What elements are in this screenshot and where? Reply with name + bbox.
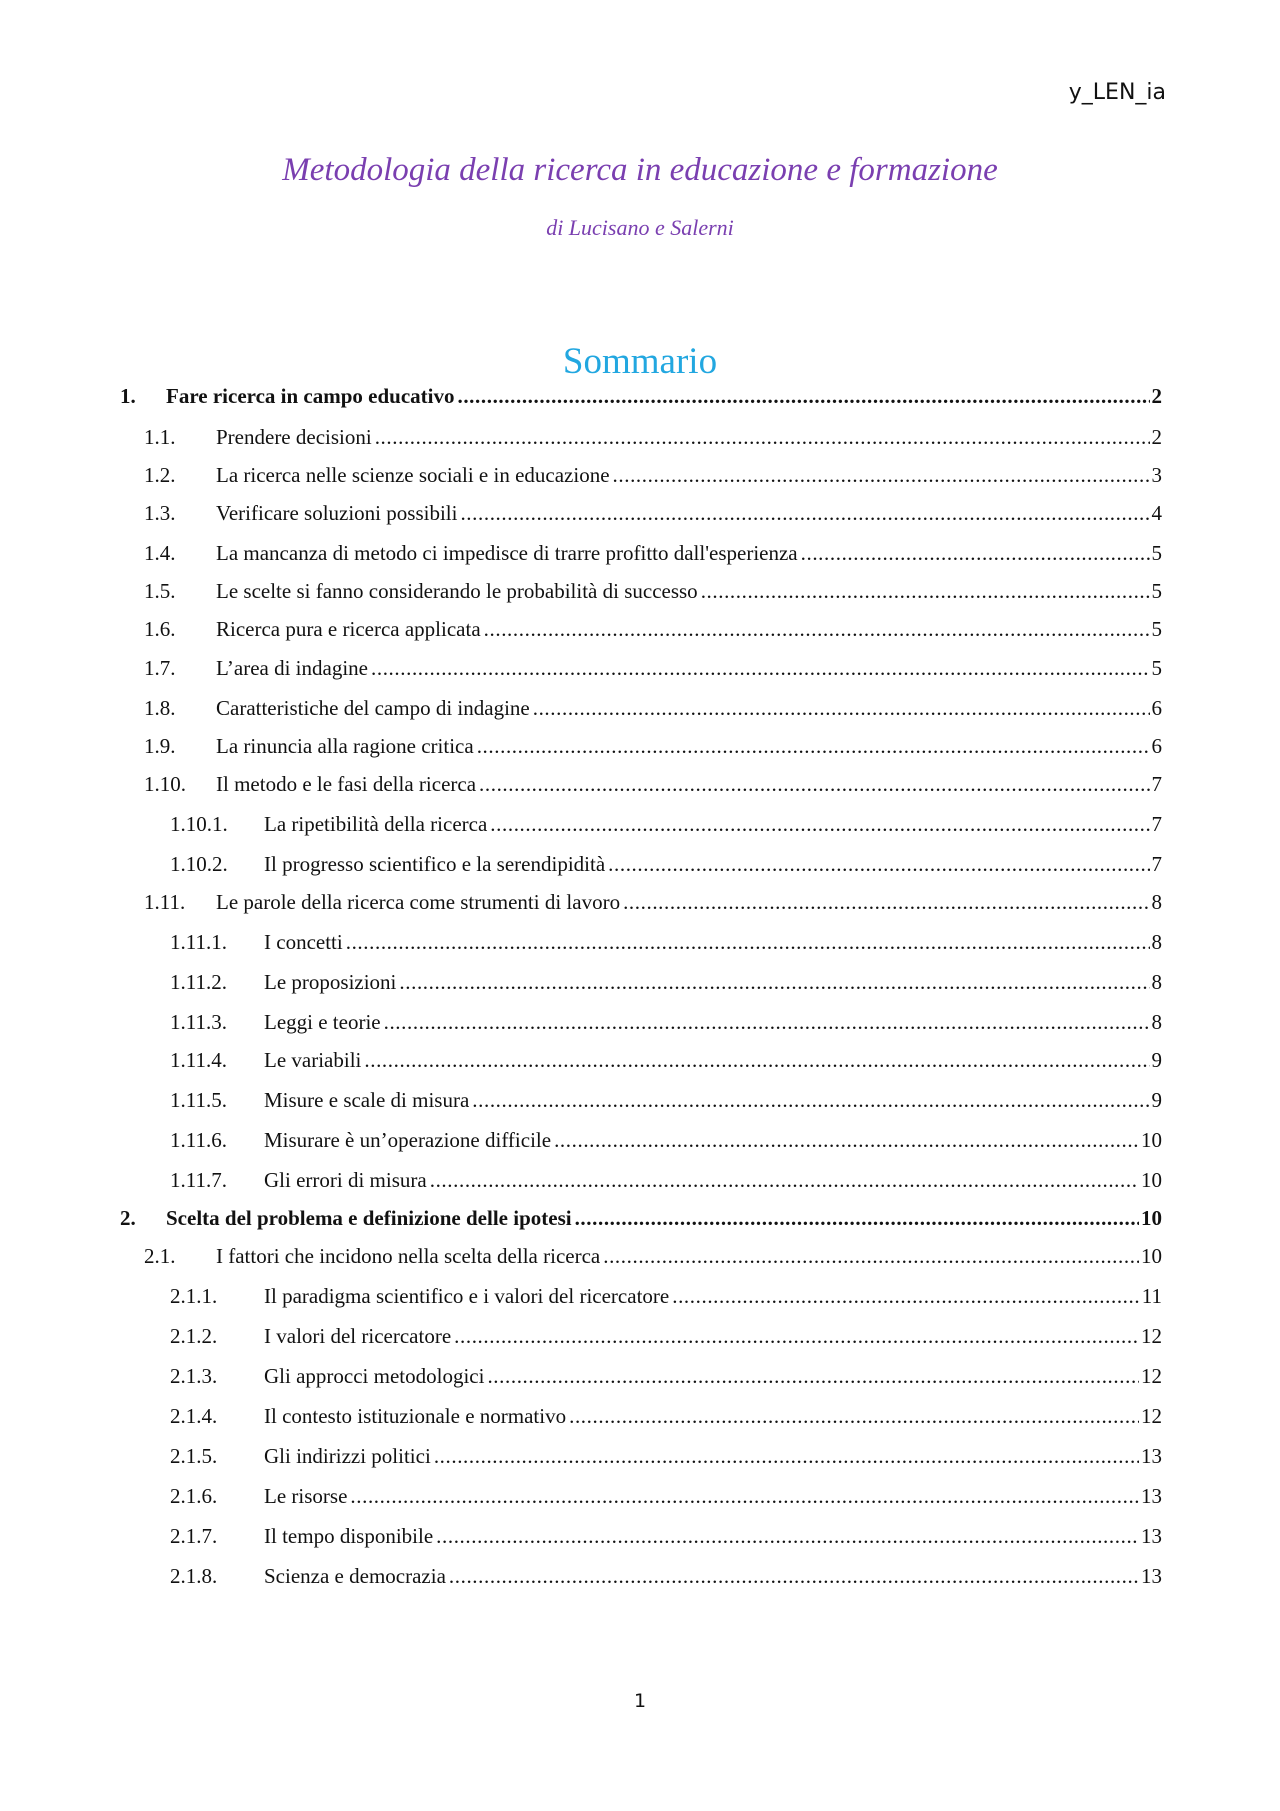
toc-entry[interactable] bbox=[120, 1128, 1162, 1152]
toc-entry[interactable] bbox=[120, 890, 1162, 914]
toc-entry[interactable] bbox=[120, 541, 1162, 565]
toc-entry[interactable] bbox=[120, 501, 1162, 525]
toc-entry-number: 1.11.6. bbox=[170, 1128, 227, 1152]
toc-entry-number: 1.1. bbox=[144, 425, 176, 449]
toc-leader-dots bbox=[533, 696, 1150, 720]
toc-entry[interactable] bbox=[120, 1324, 1162, 1348]
toc-entry-title: Gli errori di misura bbox=[264, 1168, 427, 1192]
toc-entry-title: I fattori che incidono nella scelta della ricerca bbox=[216, 1244, 601, 1268]
toc-leader-dots bbox=[801, 541, 1150, 565]
page-number: 1 bbox=[633, 1690, 647, 1712]
toc-entry-number: 2.1.7. bbox=[170, 1524, 218, 1548]
toc-leader-dots bbox=[364, 1048, 1149, 1072]
toc-entry-number: 1.11.5. bbox=[170, 1088, 227, 1112]
toc-leader-dots bbox=[613, 463, 1150, 487]
toc-entry-number: 1.5. bbox=[144, 579, 176, 603]
toc-entry-title: I concetti bbox=[264, 930, 343, 954]
toc-entry-number: 1. bbox=[120, 384, 136, 408]
toc-leader-dots bbox=[454, 1324, 1139, 1348]
toc-entry[interactable] bbox=[120, 617, 1162, 641]
toc-entry[interactable] bbox=[120, 772, 1162, 796]
toc-leader-dots bbox=[350, 1484, 1139, 1508]
toc-entry-title: Il metodo e le fasi della ricerca bbox=[216, 772, 477, 796]
toc-entry-number: 1.11.2. bbox=[170, 970, 227, 994]
toc-entry-number: 1.7. bbox=[144, 656, 176, 680]
toc-entry-page: 8 bbox=[1151, 970, 1162, 994]
toc-entry-number: 1.6. bbox=[144, 617, 176, 641]
toc-entry-title: Scienza e democrazia bbox=[264, 1564, 446, 1588]
toc-leader-dots bbox=[701, 579, 1150, 603]
toc-entry-page: 2 bbox=[1151, 384, 1162, 408]
toc-entry-title: Leggi e teorie bbox=[264, 1010, 381, 1034]
toc-entry-title: Il paradigma scientifico e i valori del ricercatore bbox=[264, 1284, 670, 1308]
toc-entry[interactable] bbox=[120, 930, 1162, 954]
toc-leader-dots bbox=[457, 384, 1149, 408]
toc-entry-title: Scelta del problema e definizione delle ipotesi bbox=[166, 1206, 572, 1230]
toc-entry-title: Ricerca pura e ricerca applicata bbox=[216, 617, 481, 641]
toc-entry-title: Le proposizioni bbox=[264, 970, 397, 994]
toc-leader-dots bbox=[484, 617, 1150, 641]
toc-entry-page: 7 bbox=[1151, 812, 1162, 836]
toc-entry-number: 2.1.5. bbox=[170, 1444, 218, 1468]
toc-entry[interactable] bbox=[120, 656, 1162, 680]
toc-leader-dots bbox=[430, 1168, 1139, 1192]
toc-entry-title: Prendere decisioni bbox=[216, 425, 372, 449]
toc-entry-title: Misure e scale di misura bbox=[264, 1088, 470, 1112]
toc-entry-page: 5 bbox=[1151, 541, 1162, 565]
toc-entry-title: La ripetibilità della ricerca bbox=[264, 812, 488, 836]
document-subtitle: di Lucisano e Salerni bbox=[546, 215, 734, 240]
toc-entry[interactable] bbox=[120, 1048, 1162, 1072]
toc-entry[interactable] bbox=[120, 384, 1162, 408]
toc-leader-dots bbox=[384, 1010, 1150, 1034]
toc-entry-page: 13 bbox=[1141, 1484, 1162, 1508]
toc-entry-number: 1.10.1. bbox=[170, 812, 228, 836]
toc-entry[interactable] bbox=[120, 1244, 1162, 1268]
toc-entry-title: Le parole della ricerca come strumenti di lavoro bbox=[216, 890, 621, 914]
toc-entry-page: 4 bbox=[1151, 501, 1162, 525]
toc-entry[interactable] bbox=[120, 1284, 1162, 1308]
toc-entry-number: 2.1.3. bbox=[170, 1364, 218, 1388]
toc-entry-number: 1.10.2. bbox=[170, 852, 228, 876]
toc-leader-dots bbox=[487, 1364, 1139, 1388]
toc-entry-title: Le scelte si fanno considerando le probabilità di successo bbox=[216, 579, 698, 603]
toc-leader-dots bbox=[449, 1564, 1139, 1588]
toc-entry[interactable] bbox=[120, 1168, 1162, 1192]
toc-entry-number: 2.1.4. bbox=[170, 1404, 218, 1428]
toc-entry[interactable] bbox=[120, 970, 1162, 994]
toc-leader-dots bbox=[436, 1524, 1139, 1548]
toc-entry-page: 12 bbox=[1141, 1324, 1162, 1348]
toc-entry[interactable] bbox=[120, 734, 1162, 758]
toc-leader-dots bbox=[375, 425, 1150, 449]
toc-leader-dots bbox=[460, 501, 1149, 525]
toc-entry-title: La rinuncia alla ragione critica bbox=[216, 734, 474, 758]
toc-entry-page: 5 bbox=[1151, 656, 1162, 680]
toc-entry-title: Gli indirizzi politici bbox=[264, 1444, 431, 1468]
toc-entry[interactable] bbox=[120, 1010, 1162, 1034]
toc-entry-number: 1.9. bbox=[144, 734, 176, 758]
toc-leader-dots bbox=[490, 812, 1149, 836]
toc-entry[interactable] bbox=[120, 696, 1162, 720]
toc-leader-dots bbox=[434, 1444, 1139, 1468]
toc-leader-dots bbox=[554, 1128, 1139, 1152]
toc-entry-page: 6 bbox=[1151, 734, 1162, 758]
toc-leader-dots bbox=[569, 1404, 1139, 1428]
toc-entry-title: Gli approcci metodologici bbox=[264, 1364, 485, 1388]
toc-entry-page: 11 bbox=[1141, 1284, 1162, 1308]
toc-entry-page: 7 bbox=[1151, 772, 1162, 796]
toc-heading: Sommario bbox=[562, 341, 718, 382]
toc-entry-page: 8 bbox=[1151, 930, 1162, 954]
toc-entry-number: 2.1. bbox=[144, 1244, 176, 1268]
toc-entry-page: 5 bbox=[1151, 617, 1162, 641]
toc-leader-dots bbox=[672, 1284, 1140, 1308]
toc-entry-number: 1.8. bbox=[144, 696, 176, 720]
toc-entry-title: Le variabili bbox=[264, 1048, 362, 1072]
toc-entry-title: Misurare è un’operazione difficile bbox=[264, 1128, 552, 1152]
toc-entry-number: 1.11.7. bbox=[170, 1168, 227, 1192]
toc-entry-number: 2. bbox=[120, 1206, 136, 1230]
toc-entry-page: 10 bbox=[1141, 1128, 1162, 1152]
toc-entry-title: L’area di indagine bbox=[216, 656, 368, 680]
toc-leader-dots bbox=[399, 970, 1149, 994]
toc-entry-page: 8 bbox=[1151, 890, 1162, 914]
toc-leader-dots bbox=[346, 930, 1150, 954]
toc-entry-page: 12 bbox=[1141, 1404, 1162, 1428]
toc-entry-number: 2.1.2. bbox=[170, 1324, 218, 1348]
toc-entry[interactable] bbox=[120, 463, 1162, 487]
toc-entry-number: 2.1.8. bbox=[170, 1564, 218, 1588]
toc-entry[interactable] bbox=[120, 812, 1162, 836]
toc-entry-page: 12 bbox=[1141, 1364, 1162, 1388]
toc-entry-number: 2.1.6. bbox=[170, 1484, 218, 1508]
toc-entry-title: Il contesto istituzionale e normativo bbox=[264, 1404, 567, 1428]
document-title: Metodologia della ricerca in educazione e formazione bbox=[282, 152, 998, 188]
toc-entry-page: 10 bbox=[1141, 1206, 1162, 1230]
toc-leader-dots bbox=[575, 1206, 1139, 1230]
toc-entry-title: I valori del ricercatore bbox=[264, 1324, 452, 1348]
toc-leader-dots bbox=[477, 734, 1150, 758]
toc-entry-number: 1.2. bbox=[144, 463, 176, 487]
toc-entry-number: 1.10. bbox=[144, 772, 186, 796]
toc-entry-title: La ricerca nelle scienze sociali e in educazione bbox=[216, 463, 610, 487]
toc-entry-title: Verificare soluzioni possibili bbox=[216, 501, 458, 525]
toc-entry-title: Caratteristiche del campo di indagine bbox=[216, 696, 530, 720]
toc-entry-page: 3 bbox=[1151, 463, 1162, 487]
toc-entry[interactable] bbox=[120, 1364, 1162, 1388]
toc-entry-page: 13 bbox=[1141, 1444, 1162, 1468]
toc-entry[interactable] bbox=[120, 579, 1162, 603]
toc-leader-dots bbox=[603, 1244, 1139, 1268]
toc-entry-page: 9 bbox=[1151, 1048, 1162, 1072]
toc-entry-page: 10 bbox=[1141, 1168, 1162, 1192]
toc-entry-number: 2.1.1. bbox=[170, 1284, 218, 1308]
toc-leader-dots bbox=[479, 772, 1149, 796]
toc-entry[interactable] bbox=[120, 1524, 1162, 1548]
toc-entry[interactable] bbox=[120, 1484, 1162, 1508]
toc-entry-page: 9 bbox=[1151, 1088, 1162, 1112]
toc-entry[interactable] bbox=[120, 425, 1162, 449]
toc-entry-title: Il progresso scientifico e la serendipidità bbox=[264, 852, 606, 876]
toc-entry-number: 1.11.3. bbox=[170, 1010, 227, 1034]
header-tag: y_LEN_ia bbox=[1068, 80, 1166, 105]
toc-entry-title: La mancanza di metodo ci impedisce di trarre profitto dall'esperienza bbox=[216, 541, 798, 565]
toc-entry-number: 1.11.1. bbox=[170, 930, 227, 954]
toc-entry[interactable] bbox=[120, 1404, 1162, 1428]
toc-entry[interactable] bbox=[120, 1088, 1162, 1112]
toc-entry-title: Fare ricerca in campo educativo bbox=[166, 384, 455, 408]
toc-entry-number: 1.4. bbox=[144, 541, 176, 565]
toc-entry-page: 2 bbox=[1151, 425, 1162, 449]
toc-entry[interactable] bbox=[120, 1206, 1162, 1230]
toc-entry-title: Il tempo disponibile bbox=[264, 1524, 434, 1548]
toc-entry[interactable] bbox=[120, 1444, 1162, 1468]
toc-entry-number: 1.11. bbox=[144, 890, 186, 914]
toc-leader-dots bbox=[472, 1088, 1149, 1112]
toc-entry-page: 10 bbox=[1141, 1244, 1162, 1268]
toc-entry-page: 13 bbox=[1141, 1564, 1162, 1588]
toc-entry-page: 13 bbox=[1141, 1524, 1162, 1548]
toc-entry-number: 1.3. bbox=[144, 501, 176, 525]
toc-entry-page: 5 bbox=[1151, 579, 1162, 603]
toc-entry-page: 8 bbox=[1151, 1010, 1162, 1034]
toc-entry[interactable] bbox=[120, 852, 1162, 876]
toc-leader-dots bbox=[608, 852, 1149, 876]
toc-entry-page: 7 bbox=[1151, 852, 1162, 876]
toc-entry-title: Le risorse bbox=[264, 1484, 348, 1508]
toc-entry-page: 6 bbox=[1151, 696, 1162, 720]
toc-entry[interactable] bbox=[120, 1564, 1162, 1588]
toc-leader-dots bbox=[371, 656, 1150, 680]
toc-leader-dots bbox=[623, 890, 1149, 914]
toc-entry-number: 1.11.4. bbox=[170, 1048, 227, 1072]
